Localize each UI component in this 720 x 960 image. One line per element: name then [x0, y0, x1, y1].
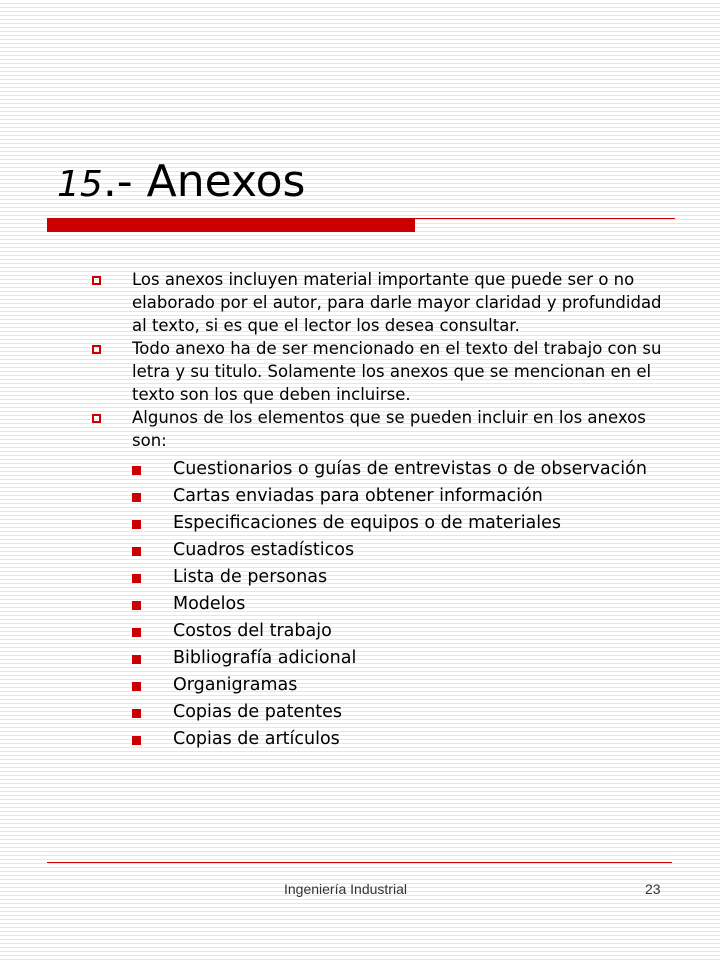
sub-bullet-text: Modelos	[173, 594, 246, 614]
sub-bullet-text: Cartas enviadas para obtener información	[173, 486, 543, 506]
list-item	[92, 268, 692, 337]
solid-square-bullet-icon	[132, 466, 141, 475]
solid-square-bullet-icon	[132, 547, 141, 556]
list-item	[92, 406, 692, 753]
title-accent-line	[415, 218, 675, 219]
sub-list-item	[132, 726, 692, 753]
hollow-square-bullet-icon	[92, 414, 101, 423]
sub-list-item	[132, 537, 692, 564]
solid-square-bullet-icon	[132, 709, 141, 718]
sub-bullet-text: Lista de personas	[173, 567, 328, 587]
page-number: 23	[645, 881, 661, 897]
title-accent-bar	[47, 218, 415, 232]
sub-bullet-text: Cuestionarios o guías de entrevistas o de observación	[173, 459, 647, 479]
solid-square-bullet-icon	[132, 628, 141, 637]
sub-bullet-text: Especificaciones de equipos o de materiales	[173, 513, 562, 533]
solid-square-bullet-icon	[132, 736, 141, 745]
sub-bullet-text: Organigramas	[173, 675, 298, 695]
solid-square-bullet-icon	[132, 493, 141, 502]
title-number: 15	[57, 164, 103, 205]
footer-divider	[47, 862, 672, 863]
sub-list-item	[132, 699, 692, 726]
sub-list-item	[132, 564, 692, 591]
solid-square-bullet-icon	[132, 574, 141, 583]
sub-list-item	[132, 483, 692, 510]
sub-list-item	[132, 591, 692, 618]
list-item	[92, 337, 692, 406]
hollow-square-bullet-icon	[92, 345, 101, 354]
sub-list-item	[132, 645, 692, 672]
sub-bullet-text: Copias de patentes	[173, 702, 343, 722]
solid-square-bullet-icon	[132, 682, 141, 691]
sub-list-item	[132, 618, 692, 645]
sub-bullet-text: Copias de artículos	[173, 729, 340, 749]
hollow-square-bullet-icon	[92, 276, 101, 285]
footer-title: Ingeniería Industrial	[284, 881, 407, 897]
sub-list-item	[132, 672, 692, 699]
sub-bullet-text: Costos del trabajo	[173, 621, 332, 641]
solid-square-bullet-icon	[132, 655, 141, 664]
sub-list-item	[132, 510, 692, 537]
slide-title	[57, 152, 305, 212]
sub-bullet-list	[132, 456, 692, 753]
bullet-list	[92, 268, 692, 753]
sub-bullet-text: Bibliografía adicional	[173, 648, 357, 668]
bullet-text: Los anexos incluyen material importante que puede ser o no elaborado por el autor, para darle mayor claridad y profundidad al texto, si es que el lector los desea consultar.	[132, 270, 662, 335]
title-text: .- Anexos	[102, 156, 306, 207]
bullet-text: Todo anexo ha de ser mencionado en el texto del trabajo con su letra y su titulo. Solamente los anexos que se mencionan en el texto son los que deben incluirse.	[132, 339, 662, 404]
bullet-text: Algunos de los elementos que se pueden incluir en los anexos son:	[132, 408, 646, 450]
sub-bullet-text: Cuadros estadísticos	[173, 540, 355, 560]
solid-square-bullet-icon	[132, 601, 141, 610]
solid-square-bullet-icon	[132, 520, 141, 529]
sub-list-item	[132, 456, 692, 483]
